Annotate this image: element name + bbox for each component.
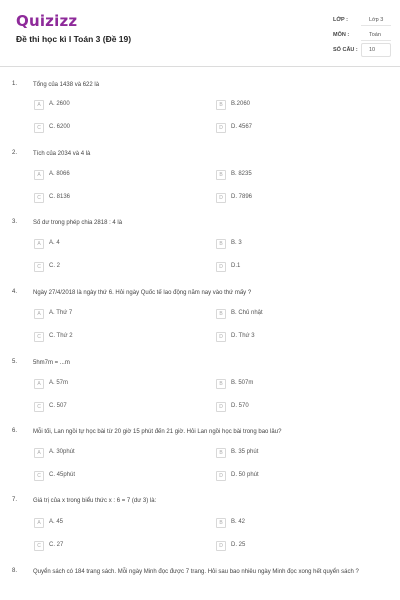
meta-subject-label: MÔN :: [333, 32, 350, 38]
option-letter-box: C: [34, 402, 44, 412]
meta-class-value: Lớp 3: [369, 17, 384, 23]
option-text: A. 2600: [49, 101, 70, 107]
question-number: 4.: [12, 289, 18, 295]
meta-count-label: SỐ CÂU :: [333, 47, 358, 53]
meta-subject-underline: [361, 40, 391, 41]
question-text: Tổng của 1438 và 622 là: [33, 82, 100, 88]
option-letter-box: D: [216, 262, 226, 272]
option-letter-box: D: [216, 471, 226, 481]
option-letter-box: B: [216, 448, 226, 458]
question-number: 2.: [12, 150, 18, 156]
option-text: C. 507: [49, 403, 67, 409]
option-text: C. 8136: [49, 194, 71, 200]
meta-subject-value: Toán: [369, 32, 381, 38]
option-text: D.1: [231, 263, 241, 269]
question-number: 3.: [12, 219, 18, 225]
option-letter-box: B: [216, 170, 226, 180]
option-letter-box: C: [34, 123, 44, 133]
option-text: D. Thứ 3: [231, 333, 255, 339]
option-letter-box: A: [34, 170, 44, 180]
option-text: B.2060: [231, 101, 251, 107]
option-letter-box: A: [34, 379, 44, 389]
meta-class-label: LỚP :: [333, 17, 348, 23]
option-letter-box: D: [216, 193, 226, 203]
option-text: B. 35 phút: [231, 449, 259, 455]
question-number: 7.: [12, 497, 18, 503]
option-text: B. 42: [231, 519, 246, 525]
question-number: 8.: [12, 568, 18, 574]
option-text: A. 4: [49, 240, 60, 246]
option-text: A. 57m: [49, 380, 69, 386]
option-text: A. Thứ 7: [49, 310, 73, 316]
option-text: D. 570: [231, 403, 249, 409]
option-letter-box: C: [34, 193, 44, 203]
option-letter-box: A: [34, 100, 44, 110]
option-letter-box: D: [216, 402, 226, 412]
option-letter-box: B: [216, 239, 226, 249]
question-text: Quyển sách có 184 trang sách. Mỗi ngày Minh đọc được 7 trang. Hỏi sau bao nhiêu ngày Minh đọc xong hết quyển sách ?: [33, 569, 359, 575]
option-text: C. Thứ 2: [49, 333, 73, 339]
option-letter-box: D: [216, 123, 226, 133]
question-text: Tích của 2034 và 4 là: [33, 151, 91, 157]
option-letter-box: A: [34, 518, 44, 528]
header-divider: [0, 66, 400, 67]
meta-count-value: 10: [369, 47, 376, 53]
option-text: A. 8066: [49, 171, 70, 177]
question-number: 1.: [12, 81, 18, 87]
option-letter-box: C: [34, 471, 44, 481]
question-number: 5.: [12, 359, 18, 365]
option-letter-box: B: [216, 379, 226, 389]
option-letter-box: D: [216, 332, 226, 342]
option-letter-box: C: [34, 332, 44, 342]
option-letter-box: C: [34, 541, 44, 551]
option-text: B. 3: [231, 240, 242, 246]
option-text: C. 6200: [49, 124, 71, 130]
option-letter-box: C: [34, 262, 44, 272]
quizizz-logo: Quizizz: [16, 12, 78, 30]
option-letter-box: B: [216, 100, 226, 110]
option-letter-box: A: [34, 309, 44, 319]
worksheet-title: Đề thi học kì I Toán 3 (Đề 19): [16, 34, 132, 44]
meta-class-underline: [361, 25, 391, 26]
worksheet-header: [0, 0, 400, 66]
option-letter-box: B: [216, 309, 226, 319]
question-text: Ngày 27/4/2018 là ngày thứ 6. Hỏi ngày Quốc tế lao động năm nay vào thứ mấy ?: [33, 290, 252, 296]
option-letter-box: B: [216, 518, 226, 528]
option-letter-box: A: [34, 448, 44, 458]
option-letter-box: D: [216, 541, 226, 551]
option-text: C. 27: [49, 542, 64, 548]
question-text: Số dư trong phép chia 2818 : 4 là: [33, 220, 123, 226]
option-text: D. 4567: [231, 124, 253, 130]
option-text: C. 45phút: [49, 472, 76, 478]
option-text: B. 8235: [231, 171, 252, 177]
option-text: A. 30phút: [49, 449, 75, 455]
option-text: C. 2: [49, 263, 61, 269]
question-text: Mỗi tối, Lan ngồi tự học bài từ 20 giờ 15 phút đến 21 giờ. Hỏi Lan ngồi học bài trong bao lâu?: [33, 429, 282, 435]
option-text: B. Chủ nhật: [231, 310, 263, 316]
option-text: D. 25: [231, 542, 246, 548]
question-number: 6.: [12, 428, 18, 434]
option-text: A. 45: [49, 519, 64, 525]
meta-count-box: [361, 43, 391, 57]
question-text: 5hm7m = ...m: [33, 360, 70, 366]
option-letter-box: A: [34, 239, 44, 249]
question-text: Giá trị của x trong biểu thức x : 6 = 7 (dư 3) là:: [33, 498, 157, 504]
option-text: D. 50 phút: [231, 472, 259, 478]
option-text: D. 7896: [231, 194, 253, 200]
option-text: B. 507m: [231, 380, 254, 386]
